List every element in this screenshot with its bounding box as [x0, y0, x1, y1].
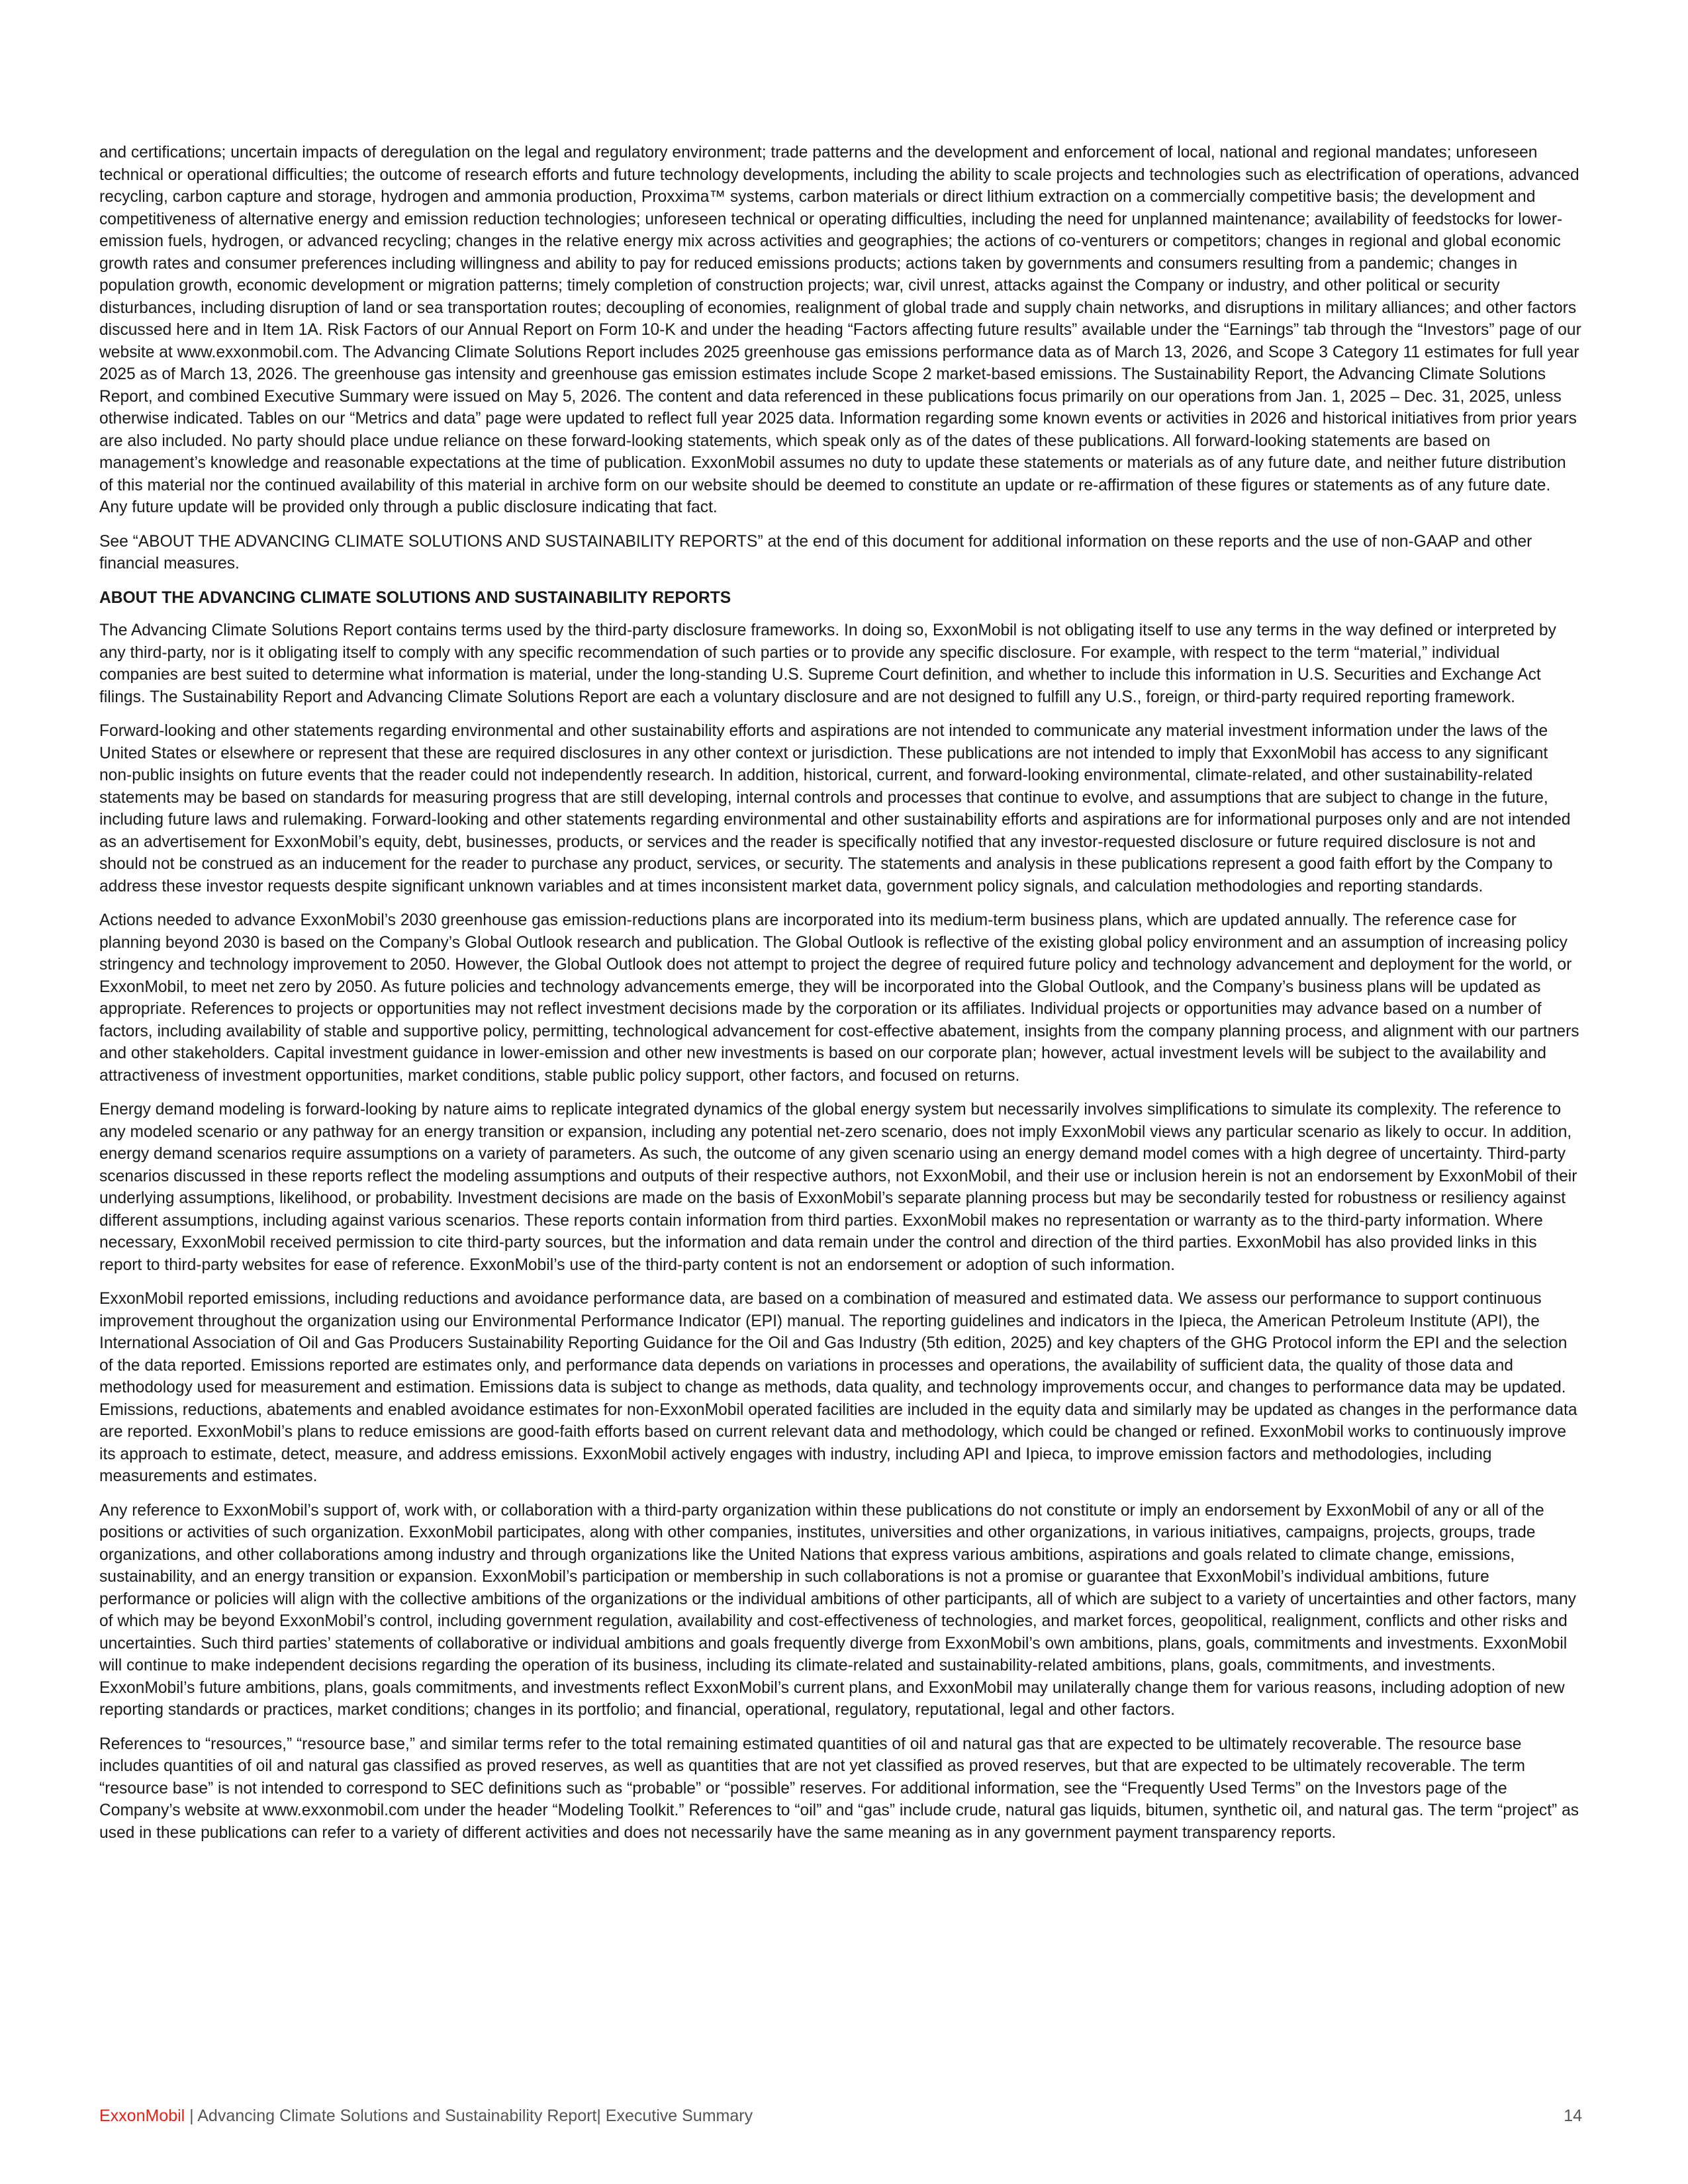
paragraph-forward-looking-statements: Forward-looking and other statements regarding environmental and other sustainability efforts and aspirations are not intended to communicate any material investment information under the laws of the United States or elsewhere or represent that these are required disclosures in any other context or jurisdiction. These publications are not intended to imply that ExxonMobil has access to any significant non-public insights on future events that the reader could not independently research. In addition, historical, current, and forward-looking environmental, climate-related, and other sustainability-related statements may be based on standards for measuring progress that are still developing, internal controls and processes that continue to evolve, and assumptions that are subject to change in the future, including future laws and rulemaking. Forward-looking and other statements regarding environmental and other sustainability efforts and aspirations are for informational purposes only and are not intended as an advertisement for ExxonMobil’s equity, debt, businesses, products, or services and the reader is specifically notified that any investor-requested disclosure or future required disclosure is not and should not be construed as an inducement for the reader to purchase any product, services, or security. The statements and analysis in these publications represent a good faith effort by the Company to address these investor requests despite significant unknown variables and at times inconsistent market data, government policy signals, and calculation methodologies and reporting standards. [99, 722, 1571, 895]
paragraph-resource-base: References to “resources,” “resource base,” and similar terms refer to the total remaining estimated quantities of oil and natural gas that are expected to be ultimately recoverable. The resource base includes quantities of oil and natural gas classified as proved reserves, as well as quantities that are not yet classified as proved reserves, but that are expected to be ultimately recoverable. The term “resource base” is not intended to correspond to SEC definitions such as “probable” or “possible” reserves. For additional information, see the “Frequently Used Terms” on the Investors page of the Company’s website at www.exxonmobil.com under the header “Modeling Toolkit.” References to “oil” and “gas” include crude, natural gas liquids, bitumen, synthetic oil, and natural gas. The term “project” as used in these publications can refer to a variety of different activities and does not necessarily have the same meaning as in any government payment transparency reports. [99, 1735, 1579, 1842]
footer-report-title: Advancing Climate Solutions and Sustainability Report| Executive Summary [197, 2107, 753, 2125]
document-body [99, 142, 1582, 1856]
page-footer [99, 2105, 1589, 2126]
paragraph-2030-plans: Actions needed to advance ExxonMobil’s 2030 greenhouse gas emission-reductions plans are incorporated into its medium-term business plans, which are updated annually. The reference case for planning beyond 2030 is based on the Company’s Global Outlook research and publication. The Global Outlook is reflective of the existing global policy environment and an assumption of increasing policy stringency and technology improvement to 2050. However, the Global Outlook does not attempt to project the degree of required future policy and technology advancement and deployment for the world, or ExxonMobil, to meet net zero by 2050. As future policies and technology advancements emerge, they will be incorporated into the Global Outlook, and the Company’s business plans will be updated as appropriate. References to projects or opportunities may not reflect investment decisions made by the corporation or its affiliates. Individual projects or opportunities may advance based on a number of factors, including availability of stable and supportive policy, permitting, technological advancement for cost-effective abatement, insights from the company planning process, and alignment with our partners and other stakeholders. Capital investment guidance in lower-emission and other new investments is based on our corporate plan; however, actual investment levels will be subject to the availability and attractiveness of investment opportunities, market conditions, stable public policy support, other factors, and focused on returns. [99, 911, 1579, 1085]
paragraph-disclosure-frameworks: The Advancing Climate Solutions Report contains terms used by the third-party disclosure frameworks. In doing so, ExxonMobil is not obligating itself to use any terms in the way defined or interpreted by any third-party, nor is it obligating itself to comply with any specific recommendation of such parties or to provide any specific disclosure. For example, with respect to the term “material,” individual companies are best suited to determine what information is material, under the long-standing U.S. Supreme Court definition, and whether to include this information in U.S. Securities and Exchange Act filings. The Sustainability Report and Advancing Climate Solutions Report are each a voluntary disclosure and are not designed to fulfill any U.S., foreign, or third-party required reporting framework. [99, 621, 1556, 706]
paragraph-energy-demand-modeling: Energy demand modeling is forward-looking by nature aims to replicate integrated dynamics of the global energy system but necessarily involves simplifications to simulate its complexity. The reference to any modeled scenario or any pathway for an energy transition or expansion, including any potential net-zero scenario, does not imply ExxonMobil views any particular scenario as likely to occur. In addition, energy demand scenarios require assumptions on a variety of parameters. As such, the outcome of any given scenario using an energy demand model comes with a high degree of uncertainty. Third-party scenarios discussed in these reports reflect the modeling assumptions and outputs of their respective authors, not ExxonMobil, and their use or inclusion herein is not an endorsement by ExxonMobil of their underlying assumptions, likelihood, or probability. Investment decisions are made on the basis of ExxonMobil’s separate planning process but may be secondarily tested for robustness or resiliency against different assumptions, including against various scenarios. These reports contain information from third parties. ExxonMobil makes no representation or warranty as to the third-party information. Where necessary, ExxonMobil received permission to cite third-party sources, but the information and data remain under the control and direction of the third parties. ExxonMobil has also provided links in this report to third-party websites for ease of reference. ExxonMobil’s use of the third-party content is not an endorsement or adoption of such information. [99, 1101, 1577, 1274]
footer-separator: | [185, 2107, 198, 2125]
paragraph-third-party-collaboration: Any reference to ExxonMobil’s support of, work with, or collaboration with a third-party organization within these publications do not constitute or imply an endorsement by ExxonMobil of any or all of the positions or activities of such organization. ExxonMobil participates, along with other companies, institutes, universities and other organizations, in various initiatives, campaigns, projects, groups, trade organizations, and other collaborations among industry and through organizations like the United Nations that express various ambitions, aspirations and goals related to climate change, emissions, sustainability, and an energy transition or expansion. ExxonMobil’s participation or membership in such collaborations is not a promise or guarantee that ExxonMobil’s individual ambitions, future performance or policies will align with the collective ambitions of the organizations or the individual ambitions of other participants, all of which are subject to a variety of uncertainties and other factors, many of which may be beyond ExxonMobil’s control, including government regulation, availability and cost-effectiveness of technologies, and market forces, geopolitical, realignment, conflicts and other risks and uncertainties. Such third parties’ statements of collaborative or individual ambitions and goals frequently diverge from ExxonMobil’s own ambitions, plans, goals, commitments and investments. ExxonMobil will continue to make independent decisions regarding the operation of its business, including its climate-related and sustainability-related ambitions, plans, goals, commitments, and investments. ExxonMobil’s future ambitions, plans, goals commitments, and investments reflect ExxonMobil’s current plans, and ExxonMobil may unilaterally change them for various reasons, including adoption of new reporting standards or practices, market conditions; changes in its portfolio; and financial, operational, regulatory, reputational, legal and other factors. [99, 1501, 1576, 1719]
paragraph-reported-emissions: ExxonMobil reported emissions, including reductions and avoidance performance data, are based on a combination of measured and estimated data. We assess our performance to support continuous improvement throughout the organization using our Environmental Performance Indicator (EPI) manual. The reporting guidelines and indicators in the Ipieca, the American Petroleum Institute (API), the International Association of Oil and Gas Producers Sustainability Reporting Guidance for the Oil and Gas Industry (5th edition, 2025) and key chapters of the GHG Protocol inform the EPI and the selection of the data reported. Emissions reported are estimates only, and performance data depends on variations in processes and operations, the availability of sufficient data, the quality of those data and methodology used for measurement and estimation. Emissions data is subject to change as methods, data quality, and technology improvements occur, and changes to performance data may be updated. Emissions, reductions, abatements and enabled avoidance estimates for non-ExxonMobil operated facilities are included in the equity data and similarly may be updated as changes in the performance data are reported. ExxonMobil’s plans to reduce emissions are good-faith efforts based on current relevant data and methodology, which could be changed or refined. ExxonMobil works to continuously improve its approach to estimate, detect, measure, and address emissions. ExxonMobil actively engages with industry, including API and Ipieca, to improve emission factors and methodologies, including measurements and estimates. [99, 1290, 1577, 1485]
page-number: 14 [1564, 2107, 1582, 2125]
paragraph-forward-looking-continued: and certifications; uncertain impacts of deregulation on the legal and regulatory environment; trade patterns and the development and enforcement of local, national and regional mandates; unforeseen technical or operational difficulties; the outcome of research efforts and future technology developments, including the ability to scale projects and technologies such as electrification of operations, advanced recycling, carbon capture and storage, hydrogen and ammonia production, Proxxima™ systems, carbon materials or direct lithium extraction on a commercially competitive basis; the development and competitiveness of alternative energy and emission reduction technologies; unforeseen technical or operating difficulties, including the need for unplanned maintenance; availability of feedstocks for lower-emission fuels, hydrogen, or advanced recycling; changes in the relative energy mix across activities and geographies; the actions of co-venturers or competitors; changes in regional and global economic growth rates and consumer preferences including willingness and ability to pay for reduced emissions products; actions taken by governments and consumers resulting from a pandemic; changes in population growth, economic development or migration patterns; timely completion of construction projects; war, civil unrest, attacks against the Company or industry, and other political or security disturbances, including disruption of land or sea transportation routes; decoupling of economies, realignment of global trade and supply chain networks, and disruptions in military alliances; and other factors discussed here and in Item 1A. Risk Factors of our Annual Report on Form 10-K and under the heading “Factors affecting future results” available under the “Earnings” tab through the “Investors” page of our website at www.exxonmobil.com. The Advancing Climate Solutions Report includes 2025 greenhouse gas emissions performance data as of March 13, 2026, and Scope 3 Category 11 estimates for full year 2025 as of March 13, 2026. The greenhouse gas intensity and greenhouse gas emission estimates include Scope 2 market-based emissions. The Sustainability Report, the Advancing Climate Solutions Report, and combined Executive Summary were issued on May 5, 2026. The content and data referenced in these publications focus primarily on our operations from Jan. 1, 2025 – Dec. 31, 2025, unless otherwise indicated. Tables on our “Metrics and data” page were updated to reflect full year 2025 data. Information regarding some known events or activities in 2026 and historical initiatives from prior years are also included. No party should place undue reliance on these forward-looking statements, which speak only as of the dates of these publications. All forward-looking statements are based on management’s knowledge and reasonable expectations at the time of publication. ExxonMobil assumes no duty to update these statements or materials as of any future date, and neither future distribution of this material nor the continued availability of this material in archive form on our website should be deemed to constitute an update or re-affirmation of these figures or statements as of any future date. Any future update will be provided only through a public disclosure indicating that fact. [99, 144, 1581, 516]
footer-brand: ExxonMobil [99, 2107, 185, 2125]
section-heading: ABOUT THE ADVANCING CLIMATE SOLUTIONS AND SUSTAINABILITY REPORTS [99, 588, 731, 607]
paragraph-see-about: See “ABOUT THE ADVANCING CLIMATE SOLUTIONS AND SUSTAINABILITY REPORTS” at the end of this document for additional information on these reports and the use of non-GAAP and other financial measures. [99, 532, 1532, 572]
